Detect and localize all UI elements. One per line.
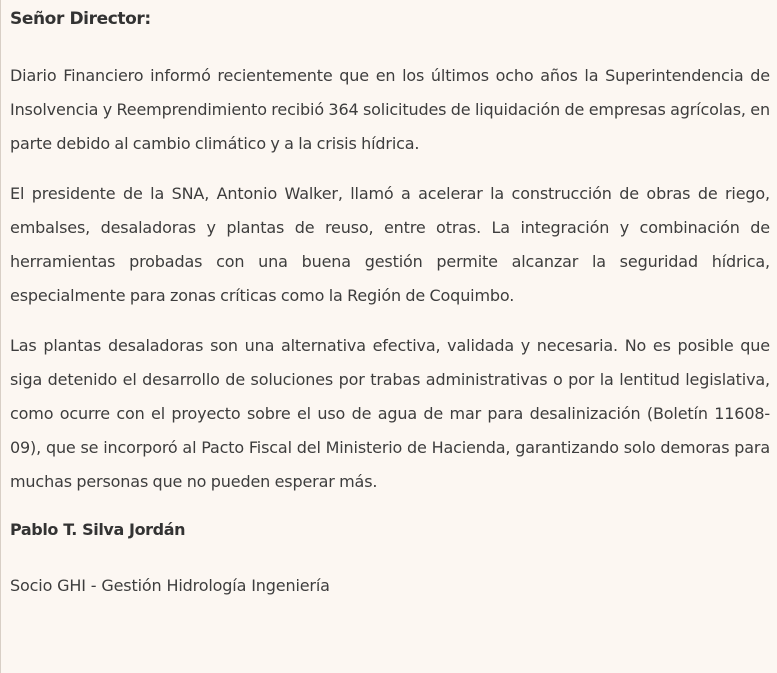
letter-paragraph-3: Las plantas desaladoras son una alternativa efectiva, validada y necesaria. No es posible que siga detenido el desarrollo de soluciones por trabas administrativas o por la lentitud legislativa, como ocurre con el proyecto sobre el uso de agua de mar para desalinización (Boletín 11608-09), que se incorporó al Pacto Fiscal del Ministerio de Hacienda, garantizando solo demoras para muchas personas que no pueden esperar más.: [10, 336, 770, 491]
letter-salutation: Señor Director:: [10, 9, 151, 29]
letter-affiliation: Socio GHI - Gestión Hidrología Ingeniería: [10, 576, 330, 595]
letter-body: [10, 0, 770, 603]
letter-paragraph-1: Diario Financiero informó recientemente que en los últimos ocho años la Superintendencia de Insolvencia y Reemprendimiento recibió 364 solicitudes de liquidación de empresas agrícolas, en parte debido al cambio climático y a la crisis hídrica.: [10, 66, 770, 153]
letter-signature: Pablo T. Silva Jordán: [10, 520, 186, 539]
letter-paragraph-2: El presidente de la SNA, Antonio Walker, llamó a acelerar la construcción de obras de riego, embalses, desaladoras y plantas de reuso, entre otras. La integración y combinación de herramientas probadas con una buena gestión permite alcanzar la seguridad hídrica, especialmente para zonas críticas como la Región de Coquimbo.: [10, 184, 770, 305]
